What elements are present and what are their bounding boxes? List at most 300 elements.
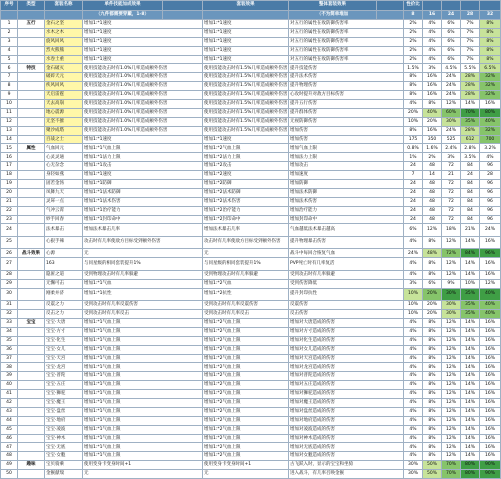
value-cell[interactable]: 12% — [442, 318, 461, 327]
value-cell[interactable]: 28% — [461, 73, 480, 82]
overall-effect-cell[interactable]: 增加气血上限 — [289, 144, 404, 153]
subheader-cell[interactable]: 32 — [480, 10, 501, 20]
value-cell[interactable]: 24 — [404, 188, 423, 197]
value-cell[interactable]: 16% — [480, 270, 501, 279]
set-effect-cell[interactable]: 使用技能攻击时有1.5%几率造成额外伤害 — [203, 100, 289, 109]
set-name-cell[interactable]: 身轻如燕 — [45, 171, 83, 180]
set-name-cell[interactable]: 宝宝·化生 — [45, 336, 83, 345]
type-cell[interactable] — [18, 73, 45, 82]
value-cell[interactable]: 8% — [423, 372, 442, 381]
row-number-cell[interactable]: 35 — [1, 336, 18, 345]
header-cell[interactable] — [480, 1, 501, 11]
value-cell[interactable]: 6% — [404, 224, 423, 237]
set-name-cell[interactable]: 宝宝·盘丝 — [45, 407, 83, 416]
row-number-cell[interactable]: 27 — [1, 258, 18, 271]
value-cell[interactable]: 32% — [480, 126, 501, 135]
value-cell[interactable]: 16% — [480, 236, 501, 249]
value-cell[interactable]: 16% — [480, 443, 501, 452]
single-skill-cell[interactable]: 增加1:*1法力上限 — [83, 153, 203, 162]
overall-effect-cell[interactable]: 对五行的属性在收防御伤害率 — [289, 37, 404, 46]
overall-effect-cell[interactable]: 增加对地府造成的伤害 — [289, 416, 404, 425]
value-cell[interactable]: 12% — [442, 336, 461, 345]
value-cell[interactable]: 4% — [404, 381, 423, 390]
set-name-cell[interactable]: 水卷土重 — [45, 55, 83, 64]
set-name-cell[interactable]: 反击之力 — [45, 310, 83, 319]
subheader-cell[interactable] — [18, 10, 45, 20]
value-cell[interactable]: 12% — [442, 443, 461, 452]
value-cell[interactable]: 14% — [461, 372, 480, 381]
value-cell[interactable]: 14% — [461, 434, 480, 443]
set-effect-cell[interactable]: 增加1:*2气血上限 — [203, 327, 289, 336]
header-cell[interactable]: 序号 — [1, 1, 18, 11]
header-cell[interactable] — [377, 1, 404, 11]
value-cell[interactable]: 40% — [423, 108, 442, 117]
set-effect-cell[interactable]: 使用技能攻击时有1.5%几率造成额外伤害 — [203, 64, 289, 73]
type-cell[interactable] — [18, 28, 45, 37]
type-cell[interactable] — [18, 381, 45, 390]
set-effect-cell[interactable]: 无 — [203, 470, 289, 479]
set-effect-cell[interactable]: 增加1:*1速度 — [203, 55, 289, 64]
set-name-cell[interactable]: 烈火熊熊 — [45, 46, 83, 55]
set-effect-cell[interactable]: 使用变身卡变身时间+1 — [203, 461, 289, 470]
value-cell[interactable]: 48 — [423, 197, 442, 206]
value-cell[interactable]: 14% — [461, 407, 480, 416]
set-name-cell[interactable]: 宝宝·魔王 — [45, 398, 83, 407]
value-cell[interactable]: 14% — [461, 327, 480, 336]
type-cell[interactable] — [18, 372, 45, 381]
value-cell[interactable]: 4% — [423, 46, 442, 55]
value-cell[interactable]: 8% — [404, 126, 423, 135]
value-cell[interactable]: 20% — [423, 288, 442, 301]
overall-effect-cell[interactable]: 提升群体伤害 — [289, 108, 404, 117]
value-cell[interactable]: 48 — [423, 215, 442, 224]
header-cell[interactable] — [442, 1, 461, 11]
row-number-cell[interactable]: 45 — [1, 425, 18, 434]
row-number-cell[interactable]: 47 — [1, 443, 18, 452]
value-cell[interactable]: 12% — [442, 345, 461, 354]
type-cell[interactable]: 特技 — [18, 64, 45, 73]
set-name-cell[interactable]: 宝宝·方寸 — [45, 327, 83, 336]
row-number-cell[interactable]: 21 — [1, 197, 18, 206]
single-skill-cell[interactable]: 使用技能攻击时有1.0%几率造成额外伤害 — [83, 117, 203, 126]
value-cell[interactable]: 24% — [404, 249, 423, 258]
value-cell[interactable]: 30% — [442, 310, 461, 319]
value-cell[interactable]: 14% — [461, 336, 480, 345]
single-skill-cell[interactable]: 增加1:*1气血上限 — [83, 363, 203, 372]
overall-effect-cell[interactable]: 增加对神木造成的伤害 — [289, 434, 404, 443]
value-cell[interactable]: 16% — [480, 336, 501, 345]
value-cell[interactable]: 3% — [423, 64, 442, 73]
single-skill-cell[interactable]: 增加法术暴击几率 — [83, 224, 203, 237]
value-cell[interactable]: 14% — [461, 416, 480, 425]
overall-effect-cell[interactable]: 增加对凌波造成的伤害 — [289, 425, 404, 434]
header-cell[interactable]: 套装效果 — [203, 1, 289, 11]
set-name-cell[interactable]: 无懈可击 — [45, 279, 83, 288]
type-cell[interactable] — [18, 197, 45, 206]
value-cell[interactable]: 7% — [461, 46, 480, 55]
value-cell[interactable]: 3% — [442, 153, 461, 162]
set-effect-cell[interactable]: 增加1:*1速度 — [203, 20, 289, 29]
value-cell[interactable]: 12% — [442, 390, 461, 399]
type-cell[interactable] — [18, 206, 45, 215]
type-cell[interactable] — [18, 162, 45, 171]
set-name-cell[interactable]: 金石破灭 — [45, 64, 83, 73]
set-name-cell[interactable]: 反震之力 — [45, 301, 83, 310]
row-number-cell[interactable]: 32 — [1, 310, 18, 319]
value-cell[interactable]: 14% — [461, 258, 480, 271]
value-cell[interactable]: 8% — [480, 28, 501, 37]
value-cell[interactable]: 3.2% — [480, 144, 501, 153]
value-cell[interactable]: 10% — [404, 301, 423, 310]
value-cell[interactable]: 14% — [461, 381, 480, 390]
set-name-cell[interactable]: 宝宝·无底 — [45, 443, 83, 452]
value-cell[interactable]: 10% — [404, 310, 423, 319]
set-name-cell[interactable]: 固若金汤 — [45, 180, 83, 189]
value-cell[interactable]: 4% — [404, 258, 423, 271]
type-cell[interactable] — [18, 416, 45, 425]
overall-effect-cell[interactable]: 增加对天宫造成的伤害 — [289, 354, 404, 363]
row-number-cell[interactable]: 29 — [1, 279, 18, 288]
single-skill-cell[interactable]: 增加1:*1气血上限 — [83, 452, 203, 461]
value-cell[interactable]: 8% — [423, 390, 442, 399]
type-cell[interactable] — [18, 82, 45, 91]
value-cell[interactable]: 35% — [461, 310, 480, 319]
type-cell[interactable] — [18, 288, 45, 301]
value-cell[interactable]: 35% — [461, 301, 480, 310]
row-number-cell[interactable]: 33 — [1, 318, 18, 327]
value-cell[interactable]: 6% — [423, 279, 442, 288]
overall-effect-cell[interactable]: 受到攻击时有几率躲避 — [289, 270, 404, 279]
value-cell[interactable]: 16% — [480, 318, 501, 327]
set-effect-cell[interactable]: 增加1:*2治疗能力 — [203, 206, 289, 215]
single-skill-cell[interactable]: 增加1:*1气血上限 — [83, 390, 203, 399]
value-cell[interactable]: 4% — [404, 390, 423, 399]
value-cell[interactable]: 28% — [461, 82, 480, 91]
subheader-cell[interactable]: 28 — [461, 10, 480, 20]
value-cell[interactable]: 24% — [442, 91, 461, 100]
value-cell[interactable]: 4% — [404, 452, 423, 461]
value-cell[interactable]: 50% — [423, 470, 442, 479]
value-cell[interactable]: 7% — [461, 37, 480, 46]
row-number-cell[interactable]: 22 — [1, 206, 18, 215]
single-skill-cell[interactable]: 增加1:*1气血上限 — [83, 425, 203, 434]
value-cell[interactable]: 4% — [404, 372, 423, 381]
value-cell[interactable]: 8% — [423, 318, 442, 327]
value-cell[interactable]: 8% — [404, 73, 423, 82]
value-cell[interactable]: 48 — [423, 180, 442, 189]
value-cell[interactable]: 50% — [423, 461, 442, 470]
set-name-cell[interactable]: 宝宝·凌波 — [45, 425, 83, 434]
set-effect-cell[interactable]: 增加1:*2气血上限 — [203, 390, 289, 399]
value-cell[interactable]: 24 — [404, 215, 423, 224]
value-cell[interactable]: 7% — [461, 20, 480, 29]
value-cell[interactable]: 16% — [480, 425, 501, 434]
row-number-cell[interactable]: 9 — [1, 91, 18, 100]
overall-effect-cell[interactable]: 提升封印抗性 — [289, 288, 404, 301]
single-skill-cell[interactable]: 增加1:*1气血上限 — [83, 327, 203, 336]
overall-effect-cell[interactable]: 进入战斗，有几率召唤金猴 — [289, 470, 404, 479]
single-skill-cell[interactable]: 增加1:*1气血上限 — [83, 318, 203, 327]
single-skill-cell[interactable]: 增加1:*1气血上限 — [83, 416, 203, 425]
value-cell[interactable]: 4% — [423, 28, 442, 37]
single-skill-cell[interactable]: 使用技能攻击时有1.0%几率造成额外伤害 — [83, 82, 203, 91]
value-cell[interactable]: 4% — [404, 236, 423, 249]
value-cell[interactable]: 21 — [442, 171, 461, 180]
value-cell[interactable]: 8% — [480, 20, 501, 29]
subheader-cell[interactable]: 24 — [442, 10, 461, 20]
set-name-cell[interactable]: 心无杂念 — [45, 162, 83, 171]
overall-effect-cell[interactable]: 气血越低法术暴击越高 — [289, 224, 404, 237]
single-skill-cell[interactable]: 增加1:*1速度 — [83, 135, 203, 144]
set-name-cell[interactable]: 妙手回春 — [45, 215, 83, 224]
single-skill-cell[interactable]: 增加1:*1法术防御 — [83, 188, 203, 197]
overall-effect-cell[interactable]: 增加法术伤害 — [289, 197, 404, 206]
value-cell[interactable]: 3% — [404, 279, 423, 288]
value-cell[interactable]: 16% — [480, 390, 501, 399]
value-cell[interactable]: 6% — [442, 20, 461, 29]
single-skill-cell[interactable]: 与同星级的相同套装提升1% — [83, 258, 203, 271]
set-effect-cell[interactable]: 增加1:*1速度 — [203, 135, 289, 144]
row-number-cell[interactable]: 17 — [1, 162, 18, 171]
set-name-cell[interactable]: 宝宝·女魃 — [45, 452, 83, 461]
overall-effect-cell[interactable]: 增加对普陀造成的伤害 — [289, 372, 404, 381]
single-skill-cell[interactable]: 增加1:*1封印命中 — [83, 215, 203, 224]
value-cell[interactable]: 12% — [442, 407, 461, 416]
single-skill-cell[interactable]: 攻击时有几率使敌方目标受到额外伤害 — [83, 236, 203, 249]
set-name-cell[interactable]: 聚沙成塔 — [45, 126, 83, 135]
set-name-cell[interactable]: 宝宝·地府 — [45, 416, 83, 425]
overall-effect-cell[interactable]: 提升物理暴击伤害 — [289, 236, 404, 249]
set-effect-cell[interactable]: 受到物理攻击时有几率躲避 — [203, 270, 289, 279]
value-cell[interactable]: 48% — [423, 249, 442, 258]
single-skill-cell[interactable]: 增加1:*1气血上限 — [83, 354, 203, 363]
value-cell[interactable]: 14% — [461, 452, 480, 461]
value-cell[interactable]: 16% — [423, 91, 442, 100]
row-number-cell[interactable]: 12 — [1, 117, 18, 126]
set-effect-cell[interactable]: 增加1:*2速度 — [203, 171, 289, 180]
value-cell[interactable]: 14% — [461, 354, 480, 363]
subheader-cell[interactable] — [377, 10, 404, 20]
overall-effect-cell[interactable]: 提升物理伤害 — [289, 82, 404, 91]
value-cell[interactable]: 96 — [480, 180, 501, 189]
value-cell[interactable]: 5.5% — [461, 64, 480, 73]
value-cell[interactable]: 1.5% — [404, 64, 423, 73]
single-skill-cell[interactable]: 增加1:*1速度 — [83, 46, 203, 55]
value-cell[interactable]: 96 — [480, 162, 501, 171]
set-effect-cell[interactable]: 增加1:*2气血上限 — [203, 336, 289, 345]
row-number-cell[interactable]: 1 — [1, 20, 18, 29]
single-skill-cell[interactable]: 增加1:*1速度 — [83, 55, 203, 64]
set-name-cell[interactable]: 无坚不摧 — [45, 117, 83, 126]
set-name-cell[interactable]: 宝宝·大唐 — [45, 318, 83, 327]
value-cell[interactable]: 8% — [423, 434, 442, 443]
header-cell[interactable]: 单件技能加成效果 — [83, 1, 163, 11]
type-cell[interactable] — [18, 443, 45, 452]
value-cell[interactable]: 12% — [442, 236, 461, 249]
value-cell[interactable]: 14% — [461, 345, 480, 354]
row-number-cell[interactable]: 49 — [1, 461, 18, 470]
value-cell[interactable]: 32% — [480, 91, 501, 100]
value-cell[interactable]: 12% — [442, 381, 461, 390]
value-cell[interactable]: 72 — [442, 188, 461, 197]
header-cell[interactable]: 类型 — [18, 1, 45, 11]
value-cell[interactable]: 6% — [442, 46, 461, 55]
value-cell[interactable]: 2% — [423, 153, 442, 162]
set-name-cell[interactable]: 宝宝·女儿 — [45, 345, 83, 354]
value-cell[interactable]: 2% — [404, 55, 423, 64]
value-cell[interactable]: 12% — [480, 279, 501, 288]
value-cell[interactable]: 4% — [404, 363, 423, 372]
overall-effect-cell[interactable]: 增加对大唐造成的伤害 — [289, 318, 404, 327]
set-name-cell[interactable]: 旋风回风 — [45, 37, 83, 46]
value-cell[interactable]: 24% — [442, 82, 461, 91]
value-cell[interactable]: 8% — [423, 381, 442, 390]
row-number-cell[interactable]: 18 — [1, 171, 18, 180]
value-cell[interactable]: 16% — [480, 381, 501, 390]
row-number-cell[interactable]: 8 — [1, 82, 18, 91]
value-cell[interactable]: 96 — [480, 188, 501, 197]
set-name-cell[interactable]: 宝宝·神木 — [45, 434, 83, 443]
set-effect-cell[interactable]: 增加1:*2封印命中 — [203, 215, 289, 224]
overall-effect-cell[interactable]: 增加对狮驼造成的伤害 — [289, 390, 404, 399]
set-name-cell[interactable]: 金猴献瑞 — [45, 470, 83, 479]
value-cell[interactable]: 4% — [423, 37, 442, 46]
overall-effect-cell[interactable]: 增加对龙宫造成的伤害 — [289, 363, 404, 372]
value-cell[interactable]: 20% — [404, 108, 423, 117]
single-skill-cell[interactable]: 使用技能攻击时有1.0%几率造成额外伤害 — [83, 91, 203, 100]
single-skill-cell[interactable]: 增加1:*1气血上限 — [83, 144, 203, 153]
row-number-cell[interactable]: 37 — [1, 354, 18, 363]
set-effect-cell[interactable]: 增加1:*1速度 — [203, 37, 289, 46]
single-skill-cell[interactable]: 增加1:*1速度 — [83, 28, 203, 37]
overall-effect-cell[interactable]: 古飞跃入时，显示的宝宝和坐骑 — [289, 461, 404, 470]
value-cell[interactable]: 2% — [404, 28, 423, 37]
value-cell[interactable]: 80% — [461, 461, 480, 470]
value-cell[interactable]: 7% — [461, 28, 480, 37]
value-cell[interactable]: 16% — [480, 372, 501, 381]
type-cell[interactable] — [18, 236, 45, 249]
value-cell[interactable]: 14% — [461, 398, 480, 407]
type-cell[interactable] — [18, 390, 45, 399]
header-cell[interactable]: 整体套装效果 — [289, 1, 377, 11]
value-cell[interactable]: 72 — [442, 180, 461, 189]
value-cell[interactable]: 2% — [404, 37, 423, 46]
set-name-cell[interactable]: 地心震源 — [45, 108, 83, 117]
value-cell[interactable]: 24 — [404, 197, 423, 206]
type-cell[interactable] — [18, 345, 45, 354]
type-cell[interactable] — [18, 327, 45, 336]
overall-effect-cell[interactable]: 增加法术防御 — [289, 188, 404, 197]
row-number-cell[interactable]: 13 — [1, 126, 18, 135]
single-skill-cell[interactable]: 无 — [83, 249, 203, 258]
type-cell[interactable] — [18, 135, 45, 144]
single-skill-cell[interactable]: 增加1:*1气血上限 — [83, 434, 203, 443]
overall-effect-cell[interactable]: 增加对五庄造成的伤害 — [289, 381, 404, 390]
value-cell[interactable]: 24 — [404, 162, 423, 171]
value-cell[interactable]: 12% — [442, 372, 461, 381]
set-name-cell[interactable]: 天去高崩 — [45, 100, 83, 109]
overall-effect-cell[interactable]: 提升五行伤害 — [289, 100, 404, 109]
value-cell[interactable]: 96 — [480, 206, 501, 215]
value-cell[interactable]: 12% — [442, 452, 461, 461]
value-cell[interactable]: 96 — [480, 197, 501, 206]
row-number-cell[interactable]: 28 — [1, 270, 18, 279]
type-cell[interactable] — [18, 153, 45, 162]
value-cell[interactable]: 48 — [423, 188, 442, 197]
row-number-cell[interactable]: 38 — [1, 363, 18, 372]
value-cell[interactable]: 16% — [423, 73, 442, 82]
value-cell[interactable]: 32% — [480, 73, 501, 82]
set-effect-cell[interactable]: 增加1:*2气血上限 — [203, 381, 289, 390]
set-name-cell[interactable]: 金石之坚 — [45, 20, 83, 29]
overall-effect-cell[interactable]: 增加法力上限 — [289, 153, 404, 162]
set-name-cell[interactable]: 163 — [45, 258, 83, 271]
overall-effect-cell[interactable]: 心攻时提升对敌方目标伤害 — [289, 91, 404, 100]
value-cell[interactable]: 21% — [461, 224, 480, 237]
overall-effect-cell[interactable]: 对五行的属性在收防御伤害率 — [289, 46, 404, 55]
set-effect-cell[interactable]: 增加1:*2气血上限 — [203, 452, 289, 461]
header-cell[interactable]: 性价比 — [404, 1, 423, 11]
overall-effect-cell[interactable]: 对五行的属性在收防御伤害率 — [289, 28, 404, 37]
value-cell[interactable]: 16% — [480, 354, 501, 363]
set-effect-cell[interactable]: 增加法术暴击几率 — [203, 224, 289, 237]
value-cell[interactable]: 8% — [480, 37, 501, 46]
row-number-cell[interactable]: 50 — [1, 470, 18, 479]
row-number-cell[interactable]: 14 — [1, 135, 18, 144]
row-number-cell[interactable]: 10 — [1, 100, 18, 109]
value-cell[interactable]: 6.5% — [480, 64, 501, 73]
value-cell[interactable]: 28% — [461, 91, 480, 100]
value-cell[interactable]: 24% — [442, 126, 461, 135]
value-cell[interactable]: 12% — [423, 224, 442, 237]
type-cell[interactable] — [18, 117, 45, 126]
set-effect-cell[interactable]: 受到攻击时有几率反击 — [203, 310, 289, 319]
value-cell[interactable]: 8% — [423, 270, 442, 279]
type-cell[interactable] — [18, 37, 45, 46]
value-cell[interactable]: 8% — [480, 55, 501, 64]
set-effect-cell[interactable]: 增加1:*1速度 — [203, 28, 289, 37]
value-cell[interactable]: 4% — [423, 55, 442, 64]
value-cell[interactable]: 8% — [423, 336, 442, 345]
value-cell[interactable]: 14% — [461, 270, 480, 279]
single-skill-cell[interactable]: 无 — [83, 470, 203, 479]
set-name-cell[interactable]: 宝宝·狮驼 — [45, 390, 83, 399]
row-number-cell[interactable]: 43 — [1, 407, 18, 416]
value-cell[interactable]: 525 — [442, 135, 461, 144]
subheader-cell[interactable]: 16 — [423, 10, 442, 20]
row-number-cell[interactable]: 25 — [1, 236, 18, 249]
overall-effect-cell[interactable]: 战斗中每回合恢复气血 — [289, 249, 404, 258]
type-cell[interactable] — [18, 301, 45, 310]
set-effect-cell[interactable]: 使用技能攻击时有1.5%几率造成额外伤害 — [203, 117, 289, 126]
type-cell[interactable] — [18, 180, 45, 189]
value-cell[interactable]: 14% — [461, 363, 480, 372]
value-cell[interactable]: 16% — [480, 434, 501, 443]
value-cell[interactable]: 72% — [442, 249, 461, 258]
set-name-cell[interactable]: 气冲云霄 — [45, 206, 83, 215]
value-cell[interactable]: 35% — [461, 117, 480, 126]
value-cell[interactable]: 48 — [423, 162, 442, 171]
single-skill-cell[interactable]: 增加1:*1气血上限 — [83, 407, 203, 416]
single-skill-cell[interactable]: 受到攻击时有几率反震伤害 — [83, 301, 203, 310]
type-cell[interactable] — [18, 91, 45, 100]
row-number-cell[interactable]: 3 — [1, 37, 18, 46]
value-cell[interactable]: 175 — [404, 135, 423, 144]
value-cell[interactable]: 8% — [423, 236, 442, 249]
type-cell[interactable] — [18, 363, 45, 372]
set-effect-cell[interactable]: 增加1:*2法术防御 — [203, 188, 289, 197]
row-number-cell[interactable]: 15 — [1, 144, 18, 153]
